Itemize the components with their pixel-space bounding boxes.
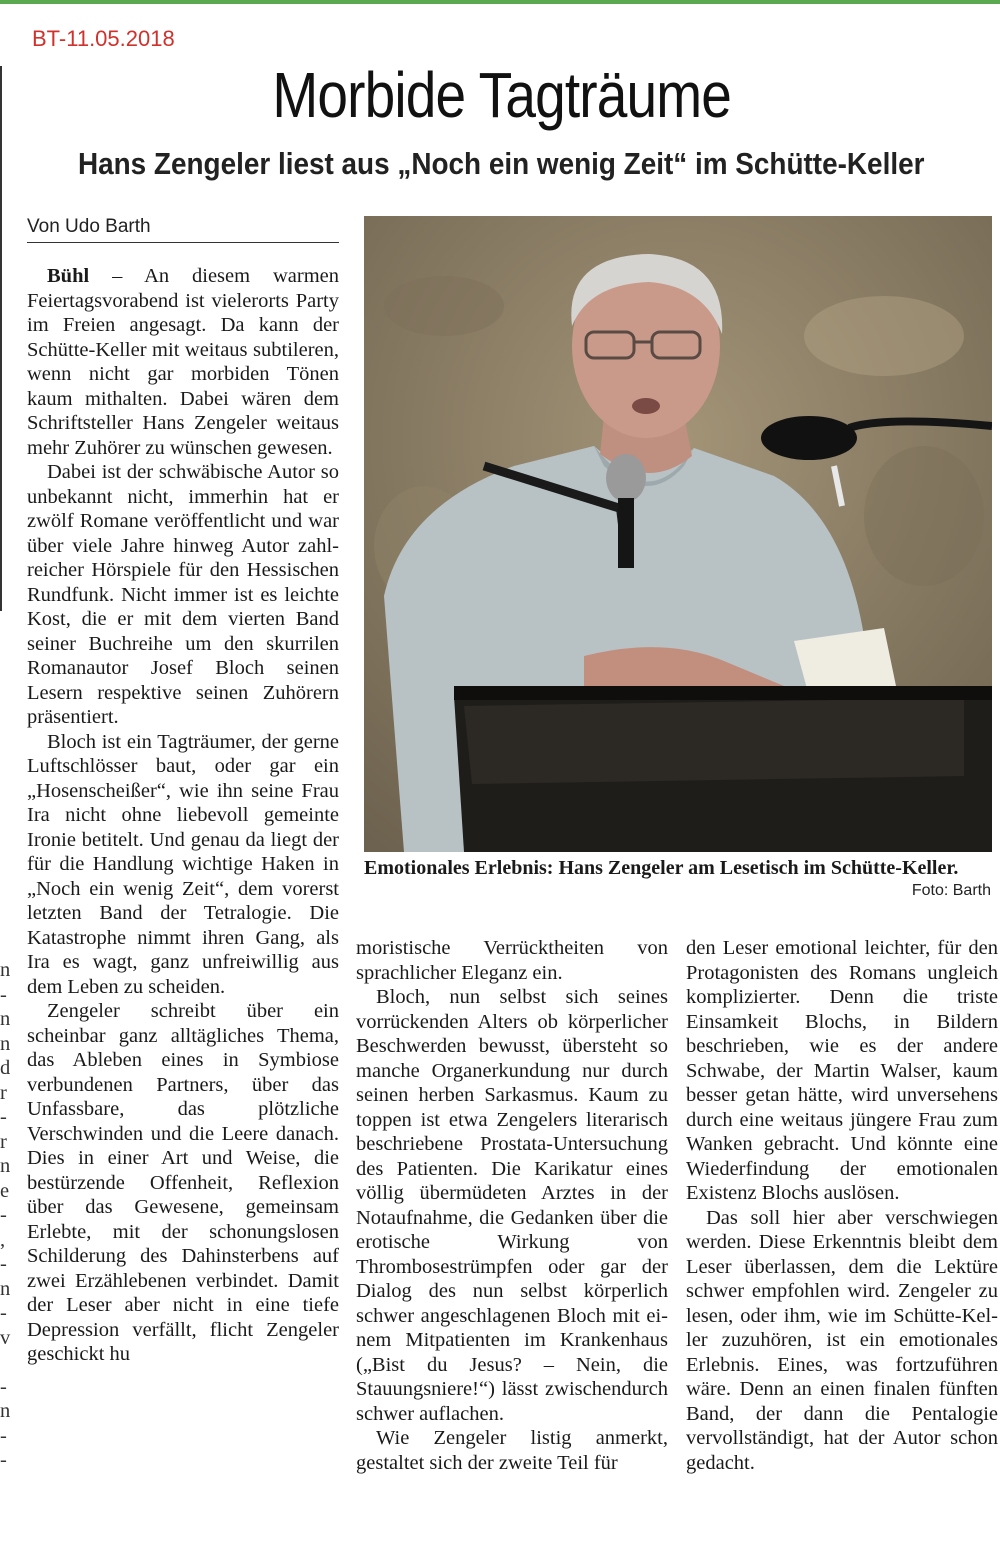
margin-fragment: - [0, 1106, 7, 1128]
margin-fragment: n [0, 959, 11, 981]
margin-fragment: n [0, 1277, 11, 1300]
article-column-2 [356, 936, 668, 1475]
article-photo [364, 216, 992, 852]
byline: Von Udo Barth [27, 216, 339, 243]
margin-fragment: d [0, 1057, 11, 1079]
margin-fragment: n [0, 1008, 11, 1030]
margin-fragment: - [0, 1204, 7, 1226]
margin-fragment: r [0, 1130, 7, 1153]
left-column-rule [0, 66, 2, 611]
paragraph: Wie Zengeler listig anmerkt, gestaltet sich der zweite Teil für [356, 1427, 668, 1474]
margin-fragment: n [0, 1155, 11, 1177]
margin-fragment: - [0, 1375, 7, 1398]
subheadline: Hans Zengeler liest aus „Noch ein wenig Zeit“ im Schütte-Keller [77, 146, 925, 181]
margin-fragment: e [0, 1179, 10, 1202]
paragraph: moristische Verrücktheiten von sprachlicher Eleganz ein. [356, 937, 668, 984]
paragraph: Bloch, nun selbst sich seines vorrückenden Alters ob körperlicher Beschwerden bewusst, übersteht so manche Organerkundung nur durch seinen herben Sarkasmus. Kaum zu toppen ist etwa Zengelers literarisch beschriebene Prostata-Untersuchung des Patienten. Die Karikatur eines völlig übermüdeten Arztes in der Notaufnahme, die Gedanken über die erotische Wirkung von Thrombosestrümpfen oder gar der Dialog des nun selbst körperlich schwer angeschlagenen Bloch mit einem Mitpatienten im Krankenhaus („Bist du Jesus? – Nein, die Stauungsniere!“) lässt zwischendurch schwer auflachen. [356, 986, 668, 1425]
paragraph: Bühl – An diesem warmen Feiertagsvorabend ist vielerorts Party im Freien angesagt. Da kann der Schütte-Keller mit weitaus subtileren, wenn nicht gar morbiden Tönen kaum mithalten. Dabei wären dem Schriftsteller Hans Zengeler weitaus mehr Zuhörer zu wünschen gewesen. [27, 265, 339, 459]
margin-fragments [0, 958, 14, 1473]
margin-fragment [0, 1350, 14, 1375]
paragraph: Bloch ist ein Tagträumer, der gerne Luftschlösser baut, oder gar ein „Hosenscheißer“, wie ihn seine Frau Ira nicht ohne liebevoll gemeinte Ironie betitelt. Und genau da liegt der für die Handlung wichtige Haken in „Noch ein wenig Zeit“, dem vorerst letzten Band der Tetralogie. Die Katastrophe nimmt ihren Gang, als Ira es wagt, ganz unfreiwillig aus dem Leben zu scheiden. [27, 730, 339, 998]
photo-illustration [364, 216, 992, 852]
article-column-3 [686, 936, 998, 1475]
date-stamp: BT-11.05.2018 [32, 26, 175, 51]
margin-fragment: n [0, 1400, 11, 1422]
headline: Morbide Tagträume [272, 59, 731, 131]
top-accent-line [0, 0, 1000, 4]
margin-fragment: - [0, 983, 7, 1006]
margin-fragment: - [0, 1302, 7, 1324]
photo-caption: Emotionales Erlebnis: Hans Zengeler am Lesetisch im Schütte-Keller. [364, 857, 959, 879]
margin-fragment: v [0, 1326, 11, 1349]
dateline: Bühl [47, 265, 90, 287]
margin-fragment: , [0, 1228, 6, 1251]
margin-fragment: - [0, 1424, 7, 1447]
margin-fragment: - [0, 1253, 7, 1275]
paragraph: Dabei ist der schwäbische Autor so unbekannt nicht, immerhin hat er zwölf Romane veröffentlicht und war über viele Jahre hinweg Autor zahlreicher Hörspiele für den Hessischen Rundfunk. Nicht immer ist es leichte Kost, die er mit dem vierten Band seiner Buchreihe um den skurrilen Romanautor Josef Bloch seinen Lesern respektive seinen Zuhörern präsentiert. [27, 461, 339, 728]
paragraph: Das soll hier aber verschwiegen werden. Diese Erkenntnis bleibt dem Leser überlassen, dem die Lektüre schwer empfohlen wird. Zengeler zu lesen, oder ihm, wie im Schütte-Keller zuzuhören, ist ein emotionales Erlebnis. Eines, was fortzuführen wäre. Denn an einen finalen fünften Band, der dann die Pentalogie vervollständigt, hat der Autor schon gedacht. [686, 1206, 998, 1474]
margin-fragment: - [0, 1449, 7, 1471]
margin-fragment: n [0, 1032, 11, 1055]
paragraph: Zengeler schreibt über ein scheinbar ganz alltägliches Thema, das Ableben eines in Symbiose verbundenen Partners, über das Unfassbare, das plötzliche Verschwinden und die Leere danach. Dies in einer Art und Weise, die bestürzende Offenheit, Reflexion über das Gewesene, gemeinsam Erlebte, mit der schonungslosen Schilderung des Dahinsterbens auf zwei Erzählebenen verbindet. Damit der Leser aber nicht in eine tiefe Depression verfällt, flicht Zengeler geschickt hu [27, 1000, 339, 1365]
paragraph: den Leser emotional leichter, für den Protagonisten des Romans ungleich komplizierter. Denn die triste Einsamkeit Blochs, in Bildern beschrieben, wie es der andere Schwabe, der Martin Walser, kaum besser getan hätte, wird unversehens durch eine weitaus jüngere Frau zum Wanken gebracht. Und könnte eine Wiederfindung der emotionalen Existenz Blochs auslösen. [686, 937, 998, 1204]
article-column-1 [27, 264, 339, 1367]
photo-credit: Foto: Barth [911, 882, 991, 899]
margin-fragment: r [0, 1081, 7, 1104]
